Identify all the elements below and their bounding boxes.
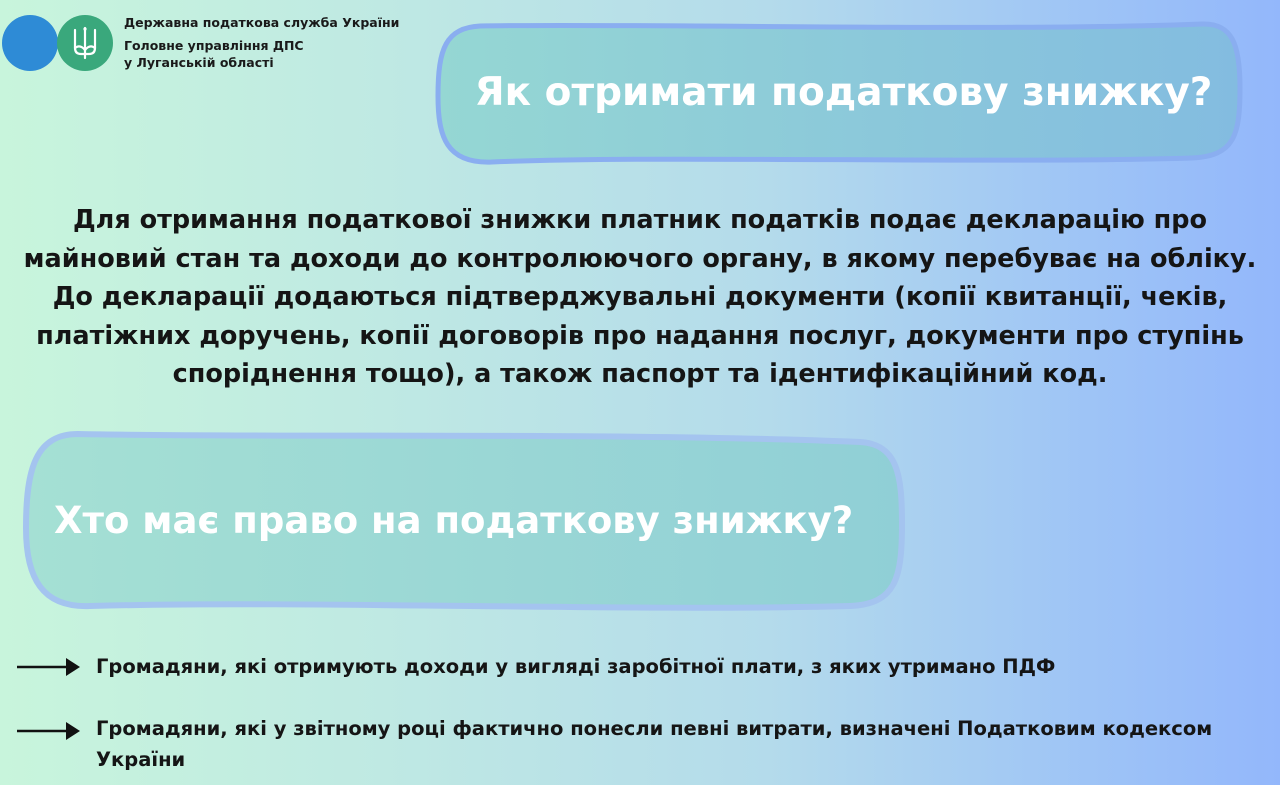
org-line-3: у Луганській області — [124, 55, 274, 70]
emblem-logo — [57, 15, 113, 71]
list-item-text: Громадяни, які у звітному році фактично понесли певні витрати, визначені Податковим кодексом України — [96, 717, 1213, 771]
heading-2: Хто має право на податкову знижку? — [54, 499, 854, 542]
organization-name — [124, 14, 399, 71]
heading-1: Як отримати податкову знижку? — [474, 69, 1213, 115]
list-item-text: Громадяни, які отримують доходи у вигляді заробітної плати, з яких утримано ПДФ — [96, 655, 1056, 678]
list-item — [16, 651, 1226, 682]
arrow-right-icon — [16, 714, 82, 744]
list-item — [16, 713, 1226, 775]
arrow-right-icon — [16, 652, 82, 682]
dps-logo — [2, 15, 58, 71]
info-paragraph: Для отримання податкової знижки платник податків подає декларацію про майновий стан та доходи до контролюючого органу, в якому перебуває на обліку. До декларації додаються підтверджувальні документи (копії квитанції, чеків, платіжних доручень, копії договорів про надання послуг, документи про ступінь споріднення тощо), а також паспорт та ідентифікаційний код. — [23, 205, 1257, 389]
logos — [0, 14, 118, 76]
trident-icon — [72, 26, 98, 60]
heading-bubble-2 — [20, 428, 910, 613]
org-line-1: Державна податкова служба України — [124, 15, 400, 30]
org-line-2: Головне управління ДПС — [124, 38, 304, 53]
heading-bubble-1 — [432, 18, 1247, 166]
